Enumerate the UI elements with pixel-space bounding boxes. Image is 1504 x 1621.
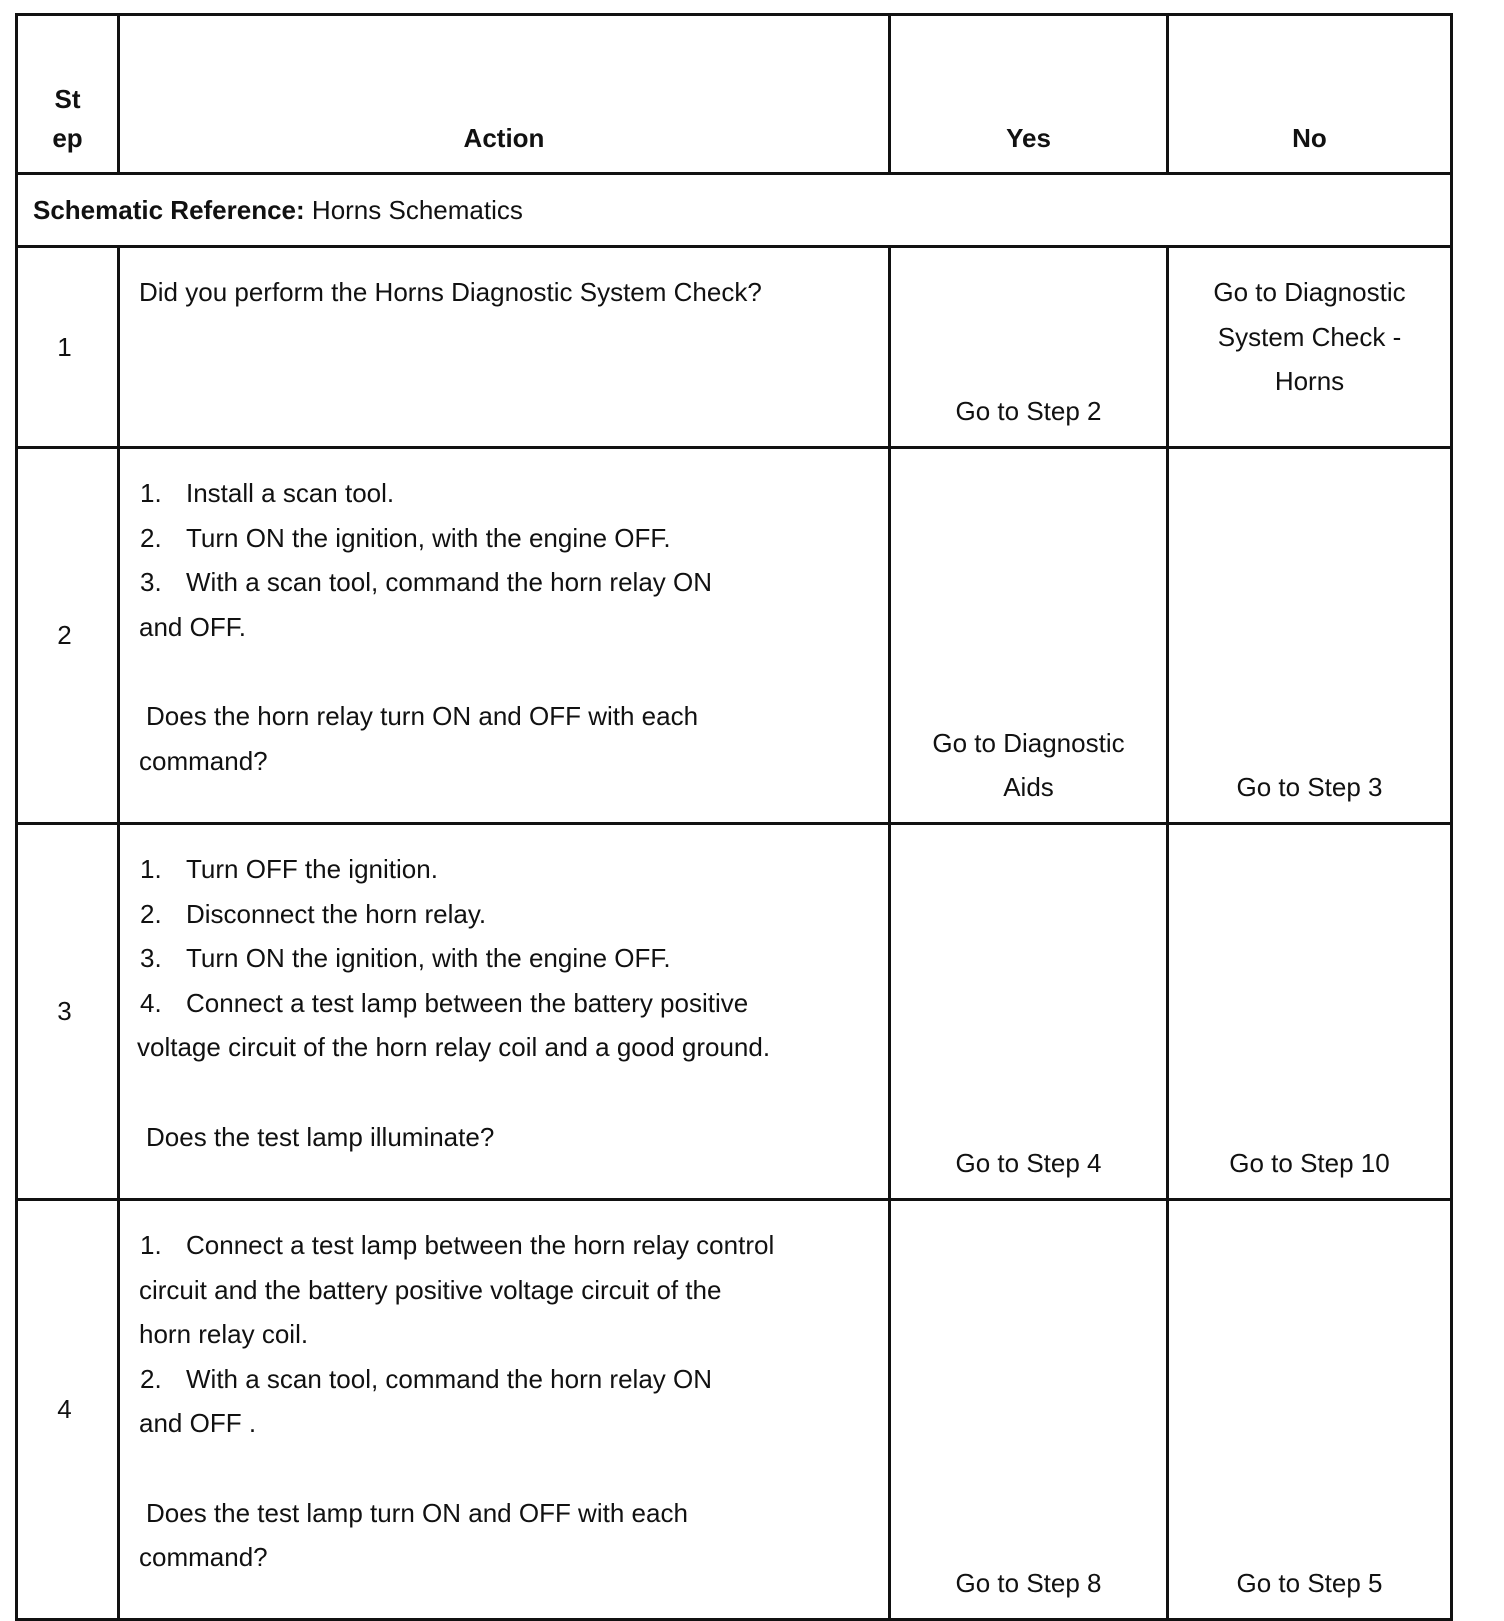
action-line: 2. Turn ON the ignition, with the engine OFF. — [140, 522, 671, 553]
no-result: Go to Diagnostic System Check - Horns — [1168, 247, 1452, 448]
header-yes: Yes — [890, 15, 1168, 174]
action-line: 2. Disconnect the horn relay. — [140, 898, 487, 929]
question-line: Does the horn relay turn ON and OFF with each — [146, 700, 699, 731]
action-line: 2. With a scan tool, command the horn relay ON — [140, 1363, 713, 1394]
header-action: Action — [119, 15, 890, 174]
action-line: 1. Turn OFF the ignition. — [140, 854, 438, 884]
table-row — [17, 247, 1452, 448]
question-line: command? — [139, 1542, 268, 1573]
action-line: horn relay coil. — [139, 1319, 309, 1350]
no-result: Go to Step 10 — [1168, 824, 1452, 1200]
no-result: Go to Step 3 — [1168, 448, 1452, 824]
question-line: Does the test lamp turn ON and OFF with each — [146, 1497, 688, 1528]
question-line: Does the test lamp illuminate? — [146, 1121, 495, 1152]
schematic-reference-label: Schematic Reference: — [33, 194, 305, 225]
header-step: St ep — [17, 15, 119, 174]
step-number: 1 — [17, 247, 119, 448]
action-cell — [119, 1200, 890, 1620]
step-number: 2 — [17, 448, 119, 824]
question-line: Did you perform the Horns Diagnostic System Check? — [139, 277, 762, 307]
action-cell — [119, 448, 890, 824]
yes-result: Go to Step 4 — [890, 824, 1168, 1200]
schematic-reference-value: Horns Schematics — [304, 194, 523, 225]
yes-result: Go to Step 8 — [890, 1200, 1168, 1620]
diagnostic-table — [15, 13, 1453, 1621]
question-line: command? — [139, 745, 268, 776]
action-line: circuit and the battery positive voltage circuit of the — [139, 1274, 722, 1305]
action-line: voltage circuit of the horn relay coil and a good ground. — [137, 1032, 771, 1063]
step-number: 4 — [17, 1200, 119, 1620]
action-line: 3. With a scan tool, command the horn relay ON — [140, 567, 713, 598]
table-row — [17, 824, 1452, 1200]
header-no: No — [1168, 15, 1452, 174]
schematic-reference — [17, 174, 1452, 247]
action-cell — [119, 247, 890, 448]
action-cell — [119, 824, 890, 1200]
action-line: and OFF . — [139, 1408, 257, 1439]
table-row — [17, 1200, 1452, 1620]
schematic-reference-row — [17, 174, 1452, 247]
action-line: 1. Install a scan tool. — [140, 478, 395, 508]
no-result: Go to Step 5 — [1168, 1200, 1452, 1620]
yes-result: Go to Diagnostic Aids — [890, 448, 1168, 824]
action-line: 1. Connect a test lamp between the horn relay control — [140, 1230, 775, 1260]
table-row — [17, 448, 1452, 824]
action-line: 4. Connect a test lamp between the battery positive — [140, 987, 749, 1018]
step-number: 3 — [17, 824, 119, 1200]
yes-result: Go to Step 2 — [890, 247, 1168, 448]
table-header-row — [17, 15, 1452, 174]
action-line: and OFF. — [139, 611, 246, 642]
action-line: 3. Turn ON the ignition, with the engine OFF. — [140, 943, 671, 974]
